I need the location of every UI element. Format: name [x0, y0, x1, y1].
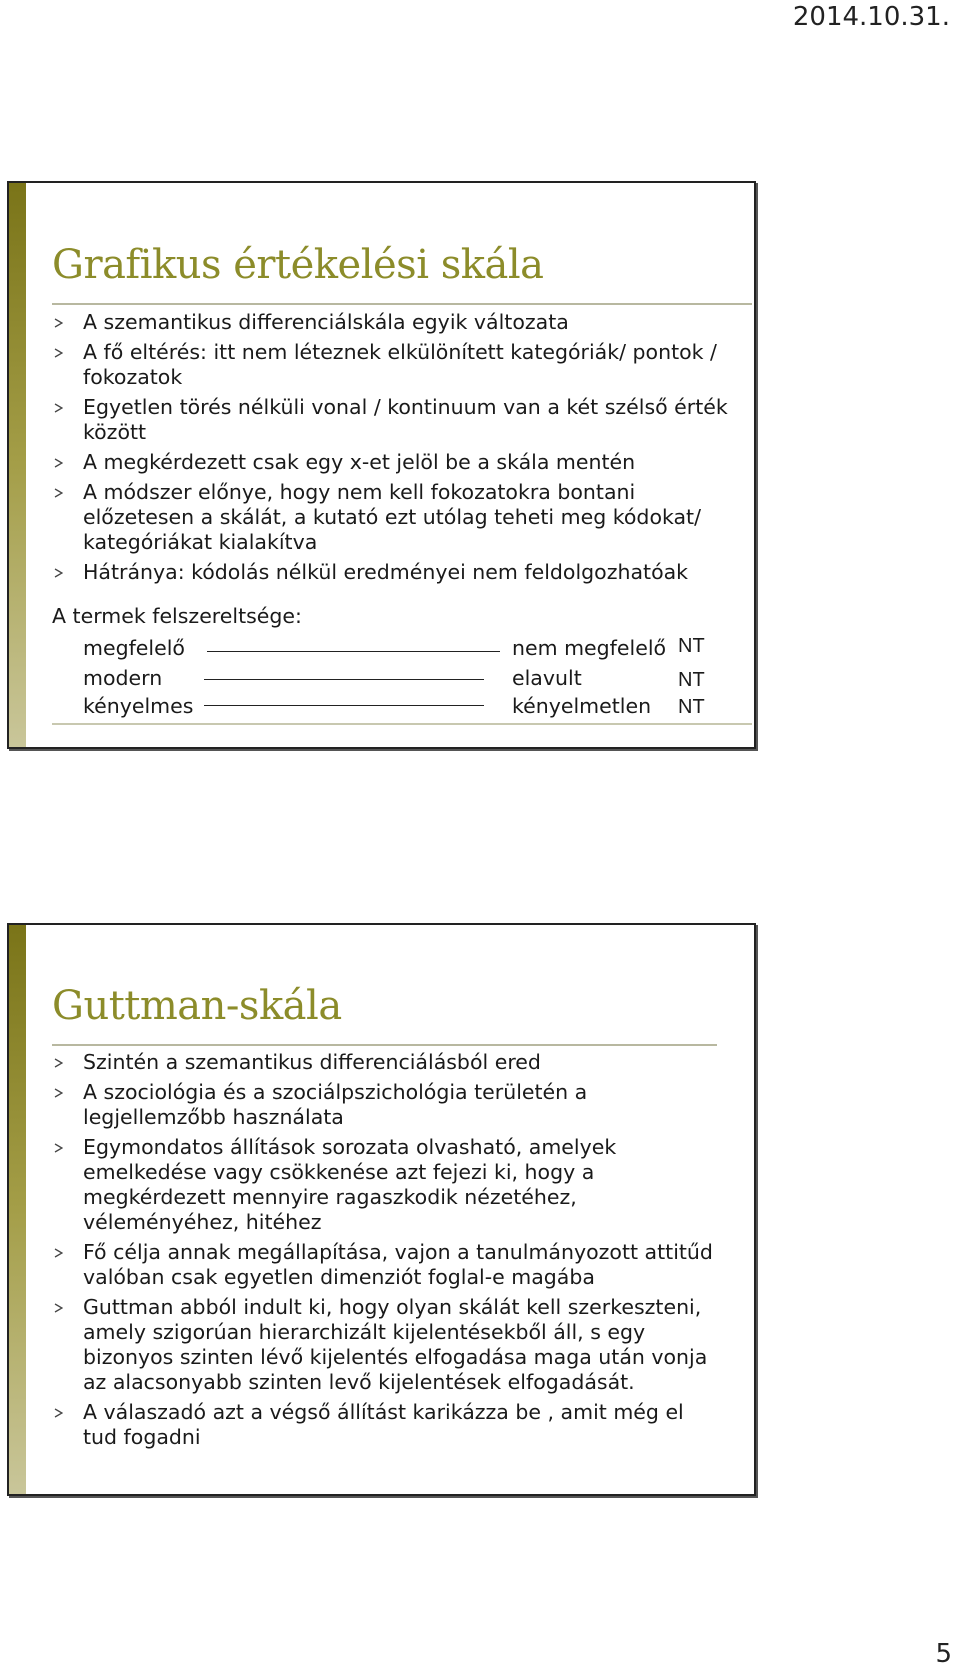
arrow-bullet-icon	[54, 1303, 63, 1312]
arrow-bullet-icon	[54, 458, 63, 467]
list-item: A szociológia és a szociálpszichológia területén a legjellemzőbb használata	[52, 1080, 717, 1130]
scale-pole-right: nem megfelelő	[512, 636, 667, 660]
bottom-divider	[52, 723, 752, 725]
slide-grafikus-ertekelesi-skala	[7, 181, 756, 749]
scale-nt-label: NT	[678, 696, 705, 718]
arrow-bullet-icon	[54, 1088, 63, 1097]
arrow-bullet-icon	[54, 348, 63, 357]
list-item: Egymondatos állítások sorozata olvasható, amelyek emelkedése vagy csökkenése azt fejezi ki, hogy a megkérdezett mennyire ragaszkodik nézetéhez, véleményéhez, hitéhez	[52, 1135, 717, 1235]
slide-guttman-skala	[7, 923, 756, 1496]
scale-row	[52, 694, 752, 722]
list-item: Szintén a szemantikus differenciálásból ered	[52, 1050, 717, 1075]
page-date: 2014.10.31.	[792, 2, 950, 32]
arrow-bullet-icon	[54, 318, 63, 327]
list-item: A fő eltérés: itt nem léteznek elkülönített kategóriák/ pontok / fokozatok	[52, 340, 752, 390]
arrow-bullet-icon	[54, 1248, 63, 1257]
scale-line	[204, 679, 484, 680]
bullet-list	[52, 305, 752, 585]
arrow-bullet-icon	[54, 488, 63, 497]
arrow-bullet-icon	[54, 1058, 63, 1067]
list-item: Fő célja annak megállapítása, vajon a tanulmányozott attitűd valóban csak egyetlen dimenziót foglal-e magába	[52, 1240, 717, 1290]
arrow-bullet-icon	[54, 568, 63, 577]
list-item: Hátránya: kódolás nélkül eredményei nem feldolgozhatóak	[52, 560, 752, 585]
scale-pole-left: megfelelő	[83, 636, 185, 660]
scale-pole-left: kényelmes	[83, 694, 194, 718]
scale-line	[207, 651, 500, 652]
list-item: Guttman abból indult ki, hogy olyan skálát kell szerkeszteni, amely szigorúan hierarchizált kijelentésekből áll, s egy bizonyos szinten lévő kijelentés elfogadása maga után vonja az alacsonyabb szinten levő kijelentések elfogadását.	[52, 1295, 717, 1395]
scale-row	[52, 666, 752, 694]
list-item: A módszer előnye, hogy nem kell fokozatokra bontani előzetesen a skálát, a kutató ezt utólag teheti meg kódokat/ kategóriákat kialakítva	[52, 480, 752, 555]
scale-pole-right: kényelmetlen	[512, 694, 652, 718]
slide-title: Grafikus értékelési skála	[52, 242, 544, 288]
scale-line	[204, 705, 484, 706]
scale-row	[52, 636, 752, 664]
arrow-bullet-icon	[54, 1143, 63, 1152]
scale-pole-right: elavult	[512, 666, 582, 690]
list-item: Egyetlen törés nélküli vonal / kontinuum van a két szélső érték között	[52, 395, 752, 445]
arrow-bullet-icon	[54, 1408, 63, 1417]
scale-heading: A termek felszereltsége:	[52, 604, 302, 628]
scale-nt-label: NT	[678, 669, 705, 691]
bullet-list	[52, 1045, 717, 1450]
list-item: A szemantikus differenciálskála egyik változata	[52, 310, 752, 335]
list-item: A válaszadó azt a végső állítást karikázza be , amit még el tud fogadni	[52, 1400, 717, 1450]
slide-title: Guttman-skála	[52, 983, 342, 1029]
scale-nt-label: NT	[678, 635, 705, 657]
slide-accent-bar	[9, 925, 26, 1494]
page-number: 5	[935, 1639, 952, 1669]
scale-pole-left: modern	[83, 666, 163, 690]
arrow-bullet-icon	[54, 403, 63, 412]
list-item: A megkérdezett csak egy x-et jelöl be a skála mentén	[52, 450, 752, 475]
slide-accent-bar	[9, 183, 26, 747]
